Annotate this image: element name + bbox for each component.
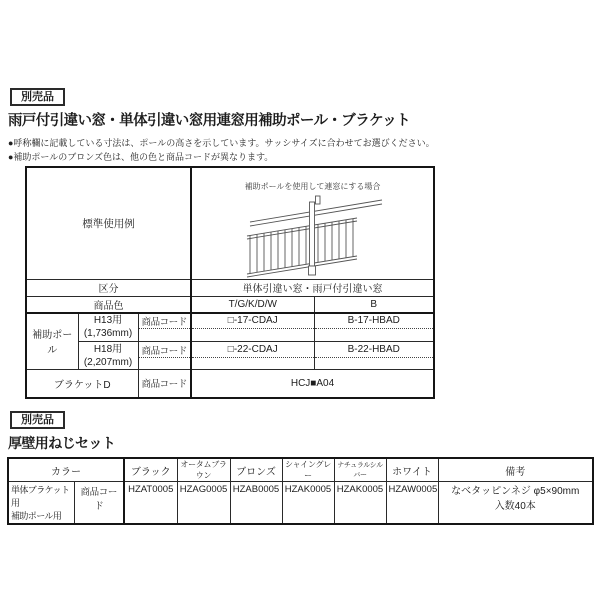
bronze-header-cell: ブロンズ	[230, 458, 282, 482]
code-shine-gray-cell: HZAK0005	[282, 482, 334, 525]
illustration-caption: 補助ポールを使用して連窓にする場合	[244, 182, 381, 191]
code-autumn-brown-cell: HZAG0005	[177, 482, 230, 525]
bracket-d-label-cell: ブラケットD	[26, 370, 138, 398]
code-natural-silver-cell: HZAK0005	[334, 482, 386, 525]
code-bronze-cell: HZAB0005	[230, 482, 282, 525]
remarks-line1: なべタッピンネジ φ5×90mm	[451, 486, 580, 497]
screw-code-label-cell: 商品コード	[74, 482, 124, 525]
pole-bracket-table	[25, 166, 435, 399]
remarks-line2: 入数40本	[494, 501, 536, 512]
usage-illustration-cell	[191, 167, 434, 279]
code-black-cell: HZAT0005	[124, 482, 177, 525]
black-header-cell: ブラック	[124, 458, 177, 482]
h13-size-cell	[78, 313, 138, 342]
h18-empty-cell-1	[138, 358, 191, 370]
screw-row-label-cell	[8, 482, 74, 525]
section1-notes	[8, 136, 435, 164]
h18-size-cell	[78, 342, 138, 370]
bracket-code-label-cell: 商品コード	[138, 370, 191, 398]
kubun-value-cell: 単体引違い窓・雨戸付引違い窓	[191, 279, 434, 296]
section2-title: 厚壁用ねじセット	[8, 435, 116, 451]
color-tgkdw-header-cell: T/G/K/D/W	[191, 296, 314, 313]
sold-separately-badge: 別売品	[10, 88, 65, 106]
note-line-1: ●呼称欄に記載している寸法は、ポールの高さを示しています。サッシサイズに合わせてお選びください。	[8, 138, 435, 148]
screw-row-label-line1: 単体ブラケット用	[11, 485, 70, 508]
h18-code-tgkdw-cell: □-22-CDAJ	[191, 342, 314, 358]
h13-code-b-cell: B-17-HBAD	[314, 313, 434, 329]
shine-gray-header-cell: シャイングレー	[282, 458, 334, 482]
white-header-cell: ホワイト	[386, 458, 438, 482]
color-header-cell: カラー	[8, 458, 124, 482]
remarks-header-cell: 備考	[438, 458, 593, 482]
pole-group-label-cell: 補助ポール	[26, 313, 78, 370]
h13-code-label-cell: 商品コード	[138, 313, 191, 329]
h13-empty-cell-3	[314, 329, 434, 342]
screw-row-label-line2: 補助ポール用	[11, 511, 62, 521]
h13-code-tgkdw-cell: □-17-CDAJ	[191, 313, 314, 329]
h13-empty-cell-1	[138, 329, 191, 342]
h13-size: H13用	[93, 315, 123, 327]
h13-empty-cell-2	[191, 329, 314, 342]
kubun-label-cell: 区分	[26, 279, 191, 296]
usage-example-label-cell: 標準使用例	[26, 167, 191, 279]
remarks-cell	[438, 482, 593, 525]
note-line-2: ●補助ポールのブロンズ色は、他の色と商品コードが異なります。	[8, 152, 274, 162]
h18-code-b-cell: B-22-HBAD	[314, 342, 434, 358]
h18-empty-cell-2	[191, 358, 314, 370]
h18-size: H18用	[93, 343, 123, 355]
color-b-header-cell: B	[314, 296, 434, 313]
h13-size-mm: (1,736mm)	[83, 328, 133, 340]
autumn-brown-header-cell: オータムブラウン	[177, 458, 230, 482]
section1-title: 雨戸付引違い窓・単体引違い窓用連窓用補助ポール・ブラケット	[8, 113, 411, 129]
sold-separately-badge-2: 別売品	[10, 411, 65, 429]
code-white-cell: HZAW0005	[386, 482, 438, 525]
h18-size-mm: (2,207mm)	[83, 356, 133, 368]
pole-window-illustration	[192, 192, 434, 278]
h18-code-label-cell: 商品コード	[138, 342, 191, 358]
screw-set-table	[7, 457, 594, 525]
product-color-label-cell: 商品色	[26, 296, 191, 313]
natural-silver-header-cell: ナチュラルシルバー	[334, 458, 386, 482]
h18-empty-cell-3	[314, 358, 434, 370]
bracket-code-cell: HCJ■A04	[191, 370, 434, 398]
